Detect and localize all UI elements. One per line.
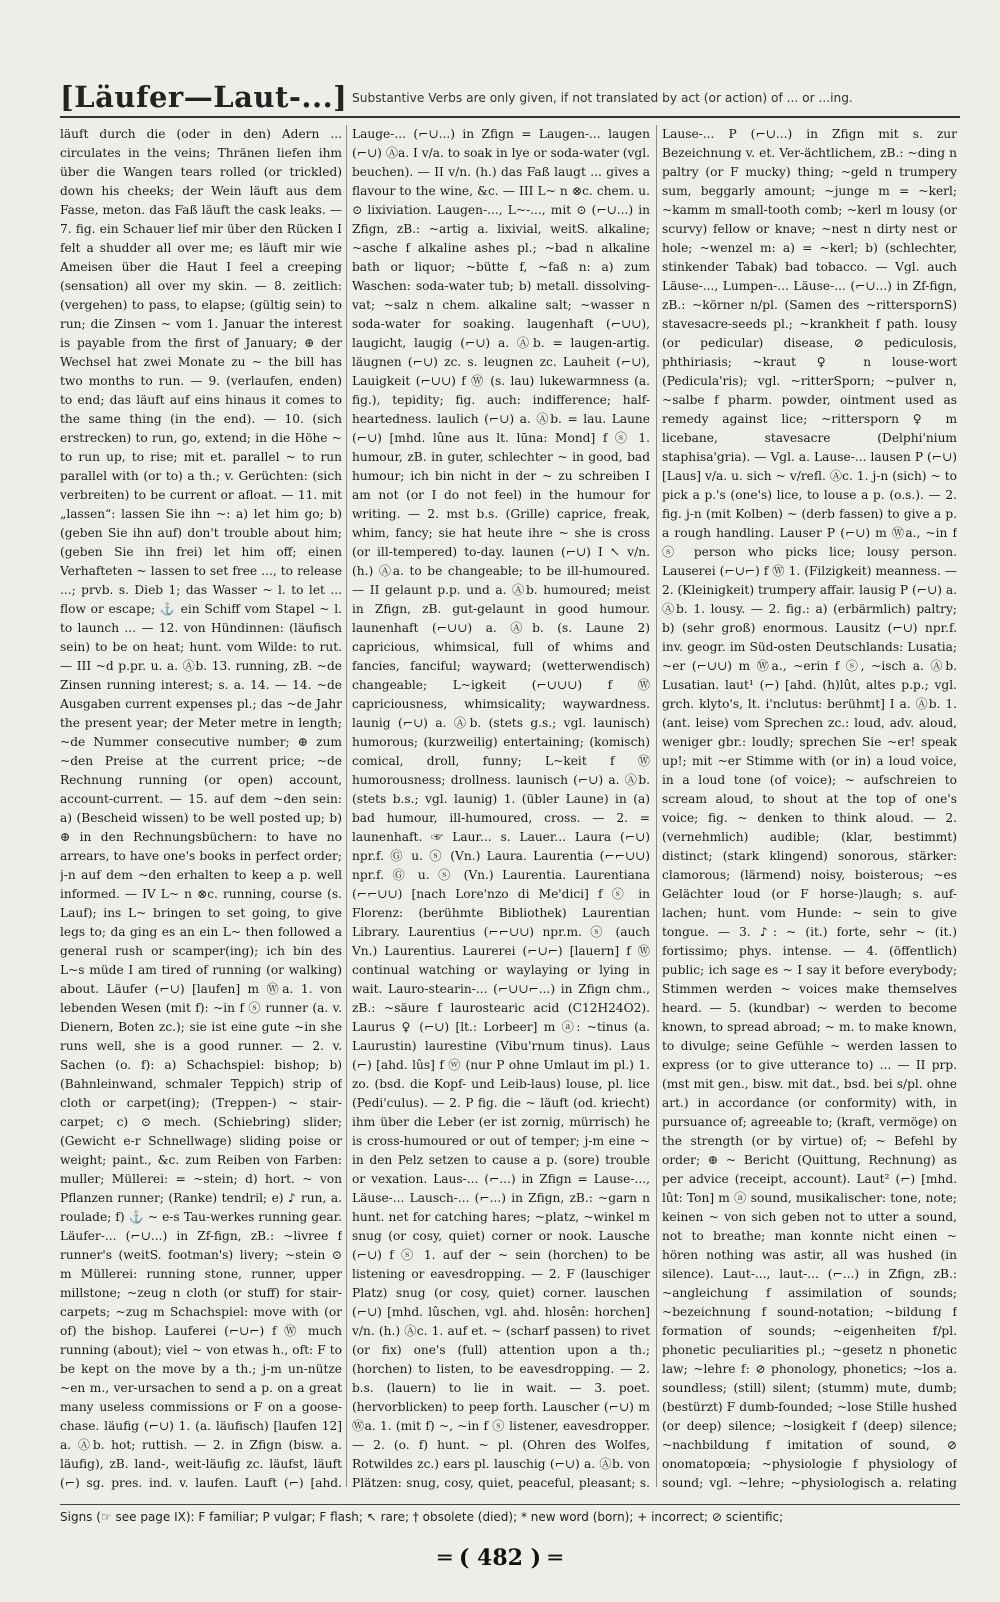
page-number: ═ ( 482 ) ═ <box>438 1545 562 1571</box>
page-header <box>60 80 960 118</box>
column-right <box>662 125 957 1495</box>
column-divider-2 <box>656 125 657 1487</box>
signs-legend: Signs (☞ see page IX): F familiar; P vulgar; F flash; ↖ rare; † obsolete (died); * new word (born); + incorrect; ⊘ scientific; <box>60 1510 784 1524</box>
running-head-title: [Läufer—Laut-...] <box>60 80 348 114</box>
header-note: Substantive Verbs are only given, if not translated by act (or action) of ... or ...ing. <box>352 91 853 105</box>
column-middle <box>352 125 650 1495</box>
column-middle-text: Lauge-... (⌐∪...) in Zfign = Laugen-... laugen (⌐∪) Ⓐa. I v/a. to soak in lye or soda-water (vgl. beuchen). — II v/n. (h.) das Faß laugt ... gives a flavour to the wine, &c. — III L~ n ⊗c. chem. u. ⊙ lixiviation. Laugen-..., L~-..., mit ⊙ (⌐∪...) in Zfign, zB.: ~artig a. lixivial, weitS. alkaline; ~asche f alkaline ashes pl.; ~bad n alkaline bath or liquor; ~bütte f, ~faß n: a) zum Waschen: soda-water tub; b) metall. dissolving-vat; ~salz n chem. alkaline salt; ~wasser n soda-water for soaking. laugenhaft (⌐∪∪), laugicht, laugig (⌐∪) a. Ⓐb. = laugen-artig. läugnen (⌐∪) zc. s. leugnen zc. Lauheit (⌐∪), Lauigkeit (⌐∪∪) f Ⓦ (s. lau) lukewarmness (a. fig.), tepidity; fig. auch: indifference; half-heartedness. laulich (⌐∪) a. Ⓐb. = lau. Laune (⌐∪) [mhd. lûne aus lt. lūna: Mond] f ⓢ 1. humour, zB. in guter, schlechter ~ in good, bad humour; ich bin nicht in der ~ zu schreiben I am not (or I do not feel) in the humour for writing. — 2. mst b.s. (Grille) caprice, freak, whim, fancy; sie hat heute ihre ~ she is cross (or ill-tempered) to-day. launen (⌐∪) I ↖ v/n. (h.) Ⓐa. to be changeable; to be ill-humoured. — II gelaunt p.p. und a. Ⓐb. humoured; meist in Zfign, zB. gut-gelaunt in good humour. launenhaft (⌐∪∪) a. Ⓐb. (s. Laune 2) capricious, whimsical, full of whims and fancies, fanciful; wayward; (wetterwendisch) changeable; L~igkeit (⌐∪∪∪) f Ⓦ capriciousness, whimsicality; waywardness. launig (⌐∪) a. Ⓐb. (stets g.s.; vgl. launisch) humorous; (kurzweilig) entertaining; (komisch) comical, droll, funny; L~keit f Ⓦ humorousness; drollness. launisch (⌐∪) a. Ⓐb. (stets b.s.; vgl. launig) 1. (übler Laune) in (a) bad humour, ill-humoured, cross. — 2. = launenhaft. ☞ Laur... s. Lauer... Laura (⌐∪) npr.f. Ⓖ u. ⓢ (Vn.) Laura. Laurentia (⌐⌐∪∪) npr.f. Ⓖ u. ⓢ (Vn.) Laurentia. Laurentiana (⌐⌐∪∪) [nach Lore'nzo di Me'dici] f ⓢ in Florenz: (berühmte Bibliothek) Laurentian Library. Laurentius (⌐⌐∪∪) npr.m. ⓢ (auch Vn.) Laurentius. Laurerei (⌐∪⌐) [lauern] f Ⓦ continual watching or waylaying or lying in wait. Lauro-stearin-... (⌐∪∪⌐...) in Zfign chm., zB.: ~säure f laurostearic acid (C12H24O2). Laurus ♀ (⌐∪) [lt.: Lorbeer] m ⓐ: ~tinus (a. Laurustin) laurestine (Vibu'rnum tinus). Laus (⌐) [ahd. lûs] f ⓦ (nur P ohne Umlaut im pl.) 1. zo. (bsd. die Kopf- und Leib-laus) louse, pl. lice (Pedi'culus). — 2. P fig. die ~ läuft (od. kriecht) ihm über die Leber (er ist zornig, mürrisch) he is cross-humoured or out of temper; j-m eine ~ in den Pelz setzen to cause a p. (sore) trouble or vexation. Laus-... (⌐...) in Zfign = Lause-..., Läuse-... Lausch-... (⌐...) in Zfign, zB.: ~garn n hunt. net for catching hares; ~platz, ~winkel m snug (or cosy, quiet) corner or nook. Lausche (⌐∪) f ⓢ 1. auf der ~ sein (horchen) to be listening or eavesdropping. — 2. F (lauschiger Platz) snug (or cosy, quiet) corner. lauschen (⌐∪) [mhd. lûschen, vgl. ahd. hlosên: horchen] v/n. (h.) Ⓐc. 1. auf et. ~ (scharf passen) to rivet (or fix) one's (full) attention upon a th.; (horchen) to listen, to be eavesdropping. — 2. b.s. (lauern) to lie in wait. — 3. poet. (hervorblicken) to peep forth. Lauscher (⌐∪) m Ⓦa. 1. (mit f) ~, ~in f ⓢ listener, eavesdropper. — 2. (o. f) hunt. ~ pl. (Ohren des Wolfes, Rotwildes zc.) ears pl. lauschig (⌐∪) a. Ⓐb. von Plätzen: snug, cosy, quiet, peaceful, pleasant; s. <box>352 127 650 1490</box>
column-divider-1 <box>346 125 347 1487</box>
column-right-text: Lause-... P (⌐∪...) in Zfign mit s. zur Bezeichnung v. et. Ver-ächtlichem, zB.: ~ding n paltry (or F mucky) thing; ~geld n trumpery sum, beggarly amount; ~junge m = ~kerl; ~kamm m small-tooth comb; ~kerl m lousy (or scurvy) fellow or knave; ~nest n dirty nest or hole; ~wenzel m: a) = ~kerl; b) (schlechter, stinkender Tabak) bad tobacco. — Vgl. auch Läuse-..., Lumpen-... Läuse-... (⌐∪...) in Zf-fign, zB.: ~körner n/pl. (Samen des ~ritterspornS) stavesacre-seeds pl.; ~krankheit f path. lousy (or pedicular) disease, ⊘ pediculosis, phthiriasis; ~kraut ♀ n louse-wort (Pedicula'ris); vgl. ~ritterSporn; ~pulver n, ~salbe f pharm. powder, ointment used as remedy against lice; ~rittersporn ♀ m licebane, stavesacre (Delphi'nium staphisa'gria). — Vgl. a. Lause-... lausen P (⌐∪) [Laus] v/a. u. sich ~ v/refl. Ⓐc. 1. j-n (sich) ~ to pick a p.'s (one's) lice, to louse a p. (o.s.). — 2. fig. j-n (mit Kolben) ~ (derb fassen) to give a p. a rough handling. Lauser P (⌐∪) m Ⓦa., ~in f ⓢ person who picks lice; lousy person. Lauserei (⌐∪⌐) f Ⓦ 1. (Filzigkeit) meanness. — 2. (Kleinigkeit) trumpery affair. lausig P (⌐∪) a. Ⓐb. 1. lousy. — 2. fig.: a) (erbärmlich) paltry; b) (sehr groß) enormous. Lausitz (⌐∪) npr.f. inv. geogr. im Süd-osten Deutschlands: Lusatia; ~er (⌐∪∪) m Ⓦa., ~erin f ⓢ, ~isch a. Ⓐb. Lusatian. laut¹ (⌐) [ahd. (h)lût, altes p.p.; vgl. grch. klyto's, lt. i'nclutus: berühmt] I a. Ⓐb. 1. (ant. leise) vom Sprechen zc.: loud, adv. aloud, weniger gbr.: loudly; sprechen Sie ~er! speak up!; mit ~er Stimme with (or in) a loud voice, in a loud tone (of voice); ~ aufschreien to scream aloud, to shout at the top of one's voice; fig. ~ denken to think aloud. — 2. (vernehmlich) audible; (klar, bestimmt) distinct; (stark klingend) sonorous, stärker: clamorous; (lärmend) noisy, boisterous; ~es Gelächter loud (or F horse-)laugh; s. auf-lachen; hunt. vom Hunde: ~ sein to give tongue. — 3. ♪: ~ (it.) forte, sehr ~ (it.) fortissimo; phys. intense. — 4. (öffentlich) public; ich sage es ~ I say it before everybody; Stimmen werden ~ voices make themselves heard. — 5. (kundbar) ~ werden to become known, to spread abroad; ~ m. to make known, to divulge; seine Gefühle ~ werden lassen to express (or to give utterance to) ... — II prp. (mst mit gen., bisw. mit dat., bsd. bei s/pl. ohne art.) in accordance (or conformity) with, in pursuance of; agreeable to; (kraft, vermöge) on the strength (or by virtue) of; ~ Befehl by order; ⊕ ~ Bericht (Quittung, Rechnung) as per advice (receipt, account). Laut² (⌐) [mhd. lût: Ton] m ⓐ sound, musikalischer: tone, note; keinen ~ von sich geben not to utter a sound, not to breathe; man konnte nicht einen ~ hören nothing was astir, all was hushed (in silence). Laut-..., laut-... (⌐...) in Zfign, zB.: ~angleichung f assimilation of sounds; ~bezeichnung f sound-notation; ~bildung f formation of sounds; ~eigenheiten f/pl. phonetic peculiarities pl.; ~gesetz n phonetic law; ~lehre f: ⊘ phonology, phonetics; ~los a. soundless; (still) silent; (stumm) mute, dumb; (bestürzt) F dumb-founded; ~lose Stille hushed (or deep) silence; ~losigkeit f (deep) silence; ~nachbildung f imitation of sound, ⊘ onomatopœia; ~physiologie f physiology of sound; vgl. ~lehre; ~physiologisch a. relating <box>662 127 957 1490</box>
column-left <box>60 125 342 1495</box>
footer-divider <box>60 1504 960 1505</box>
column-left-text: läuft durch die (oder in den) Adern ... circulates in the veins; Thränen liefen ihm über die Wangen tears rolled (or trickled) down his cheeks; der Wein läuft aus dem Fasse, meton. das Faß läuft the cask leaks. — 7. fig. ein Schauer lief mir über den Rücken I felt a shudder all over me; es läuft mir wie Ameisen über die Haut I feel a creeping (sensation) all over my skin. — 8. zeitlich: (vergehen) to pass, to elapse; (gültig sein) to run; die Zinsen ~ vom 1. Januar the interest is payable from the first of January; ⊕ der Wechsel hat zwei Monate zu ~ the bill has two months to run. — 9. (verlaufen, enden) to end; das läuft auf eins hinaus it comes to the same thing (in the end). — 10. (sich erstrecken) to run, go, extend; in die Höhe ~ to run up, to rise; mit et. parallel ~ to run parallel with (or to) a th.; v. Gerüchten: (sich verbreiten) to be current or afloat. — 11. mit „lassen“: lassen Sie ihn ~: a) let him go; b) (geben Sie ihn auf) don't trouble about him; (geben Sie ihn frei) let him off; einen Verhafteten ~ lassen to set free ..., to release ...; prvb. s. Dieb 1; das Wasser ~ l. to let ... flow or escape; ⚓ ein Schiff vom Stapel ~ l. to launch ... — 12. von Hündinnen: (läufisch sein) to be on heat; hunt. vom Wilde: to rut. — III ~d p.pr. u. a. Ⓐb. 13. running, zB. ~de Zinsen running interest; s. a. 14. — 14. ~de Ausgaben current expenses pl.; das ~de Jahr the present year; der Meter metre in length; ~de Nummer consecutive number; ⊕ zum ~den Preise at the current price; ~de Rechnung running (or open) account, account-current. — 15. auf dem ~den sein: a) (Bescheid wissen) to be well posted up; b) ⊕ in den Rechnungsbüchern: to have no arrears, to have one's books in perfect order; j-n auf dem ~den erhalten to keep a p. well informed. — IV L~ n ⊗c. running, course (s. Lauf); ins L~ bringen to set going, to give legs to; da ging es an ein L~ then followed a general rush or scamper(ing); ich bin des L~s müde I am tired of running (or walking) about. Läufer (⌐∪) [laufen] m Ⓦa. 1. von lebenden Wesen (mit f): ~in f ⓢ runner (a. v. Dienern, Boten zc.); sie ist eine gute ~in she runs well, she is a good runner. — 2. v. Sachen (o. f): a) Schachspiel: bishop; b) (Bahnleinwand, schmaler Teppich) strip of cloth or carpet(ing); (Treppen-) ~ stair-carpet; c) ⊙ mech. (Schiebring) slider; (Gewicht e-r Schnellwage) sliding poise or weight; paint., &c. zum Reiben von Farben: muller; Müllerei: = ~stein; d) hort. ~ von Pflanzen runner; (Ranke) tendril; e) ♪ run, a. roulade; f) ⚓ ~ e-s Tau-werkes running gear. Läufer-... (⌐∪...) in Zf-fign, zB.: ~livree f runner's (weitS. footman's) livery; ~stein ⊙ m Müllerei: running stone, runner, upper millstone; ~zeug n cloth (or stuff) for stair-carpets; ~zug m Schachspiel: move with (or of) the bishop. Lauferei (⌐∪⌐) f Ⓦ much running (about); viel ~ von etwas h., oft: F to be kept on the move by a th.; j-m un-nütze ~en m., ver-ursachen to send a p. on a great many useless commissions or F on a goose-chase. läufig (⌐∪) 1. (a. läufisch) [laufen 12] a. Ⓐb. hot; ruttish. — 2. in Zfign (bisw. a. läufig), zB. land-, weit-läufig zc. läufst, läuft (⌐) sg. pres. ind. v. laufen. Lauft (⌐) [ahd. <box>60 127 342 1490</box>
